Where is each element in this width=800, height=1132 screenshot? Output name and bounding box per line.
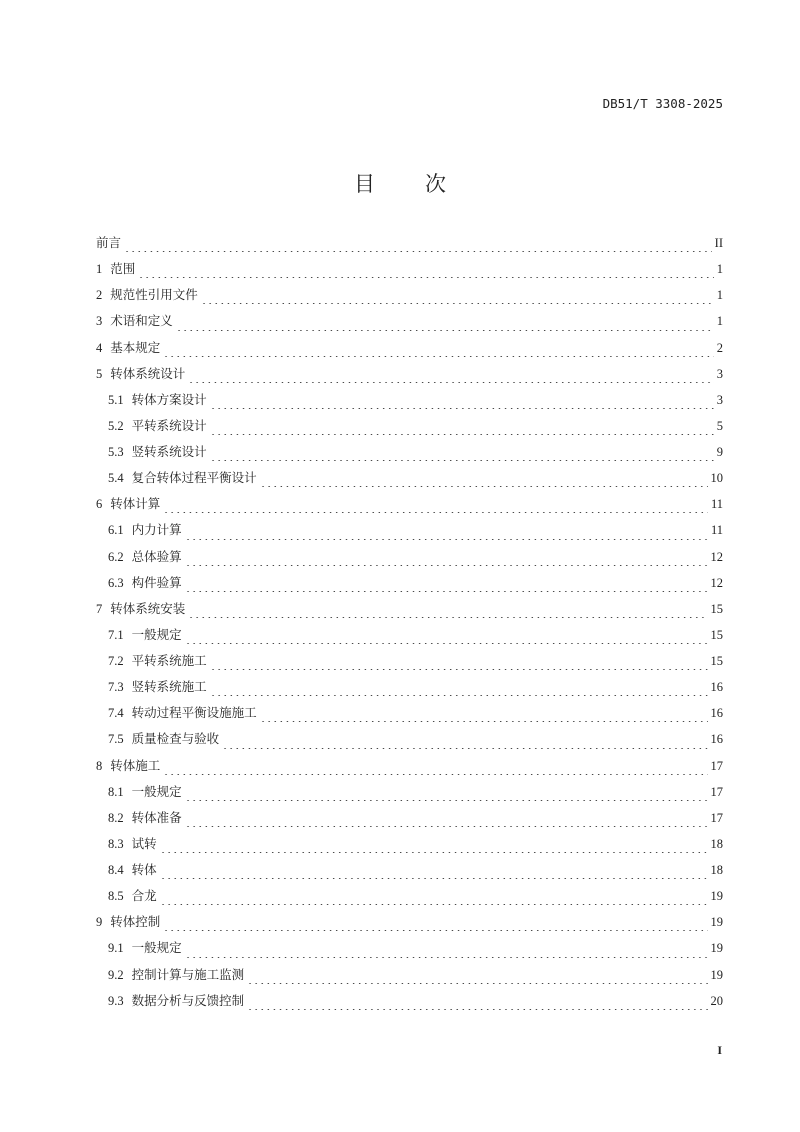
dot-leader <box>247 983 707 984</box>
toc-entry-number: 8.3 <box>108 836 124 851</box>
toc-entry-number: 3 <box>96 314 103 329</box>
toc-entry[interactable] <box>96 234 723 260</box>
dot-leader <box>163 774 707 775</box>
dot-leader <box>260 721 708 722</box>
toc-entry-page: 19 <box>710 941 723 956</box>
toc-entry-page: 2 <box>716 340 723 355</box>
dot-leader <box>163 356 713 357</box>
dot-leader <box>185 539 708 540</box>
dot-leader <box>247 1009 707 1010</box>
toc-entry-number: 8 <box>96 758 103 773</box>
toc-entry[interactable] <box>96 548 723 574</box>
toc-entry-number: 1 <box>96 262 103 277</box>
toc-entry[interactable] <box>96 835 723 861</box>
dot-leader <box>124 251 712 252</box>
toc-entry-number: 6 <box>96 497 103 512</box>
toc-entry-label: 基本规定 <box>110 339 161 355</box>
dot-leader <box>185 565 708 566</box>
toc-entry[interactable] <box>96 809 723 835</box>
toc-entry-number: 7.1 <box>108 627 124 642</box>
toc-entry[interactable] <box>96 913 723 939</box>
toc-entry-page: 5 <box>716 418 723 433</box>
dot-leader <box>210 434 714 435</box>
dot-leader <box>185 800 708 801</box>
toc-entry-number: 9 <box>96 915 103 930</box>
page-title <box>0 168 800 198</box>
dot-leader <box>188 382 713 383</box>
dot-leader <box>163 930 707 931</box>
toc-entry-label: 总体验算 <box>131 548 182 564</box>
toc-entry-page: 3 <box>716 392 723 407</box>
toc-entry-number: 6.2 <box>108 549 124 564</box>
toc-entry[interactable] <box>96 391 723 417</box>
toc-entry[interactable] <box>96 887 723 913</box>
toc-entry-page: 18 <box>710 836 723 851</box>
toc-entry-number: 5.1 <box>108 392 124 407</box>
toc-entry-label: 转体系统设计 <box>110 365 186 381</box>
toc-entry-number: 7.4 <box>108 706 124 721</box>
toc-entry-label: 转体控制 <box>110 914 161 930</box>
toc-entry-label: 转体准备 <box>131 809 182 825</box>
toc-entry[interactable] <box>96 966 723 992</box>
toc-entry-number: 8.1 <box>108 784 124 799</box>
toc-entry-number: 9.3 <box>108 993 124 1008</box>
toc-entry[interactable] <box>96 783 723 809</box>
dot-leader <box>138 277 713 278</box>
toc-entry-label: 转体施工 <box>110 757 161 773</box>
dot-leader <box>260 486 708 487</box>
toc-entry-number: 5.2 <box>108 418 124 433</box>
dot-leader <box>210 669 708 670</box>
toc-entry-page: II <box>714 236 723 250</box>
toc-entry-label: 转体计算 <box>110 496 161 512</box>
table-of-contents <box>96 234 723 1018</box>
toc-entry-number: 9.1 <box>108 941 124 956</box>
toc-entry-page: 19 <box>710 915 723 930</box>
toc-entry-page: 1 <box>716 314 723 329</box>
toc-entry-number: 7.5 <box>108 732 124 747</box>
toc-entry-label: 竖转系统施工 <box>131 679 207 695</box>
dot-leader <box>160 852 708 853</box>
toc-entry[interactable] <box>96 939 723 965</box>
toc-entry-page: 17 <box>710 758 723 773</box>
toc-entry-label: 前言 <box>96 235 122 250</box>
toc-entry-number: 4 <box>96 340 103 355</box>
toc-entry-page: 1 <box>716 288 723 303</box>
toc-entry[interactable] <box>96 260 723 286</box>
toc-entry-page: 11 <box>710 523 723 538</box>
toc-entry-page: 16 <box>710 706 723 721</box>
toc-entry[interactable] <box>96 521 723 547</box>
toc-entry-page: 18 <box>710 863 723 877</box>
toc-entry-page: 17 <box>710 810 723 825</box>
toc-entry-label: 平转系统施工 <box>131 653 207 668</box>
dot-leader <box>185 826 708 827</box>
toc-entry[interactable] <box>96 861 723 887</box>
toc-entry-label: 竖转系统设计 <box>131 444 207 459</box>
toc-entry-label: 范围 <box>110 261 136 277</box>
toc-entry-label: 内力计算 <box>131 522 182 538</box>
dot-leader <box>185 957 708 958</box>
toc-entry-label: 一般规定 <box>131 783 182 799</box>
toc-entry[interactable] <box>96 339 723 365</box>
toc-entry[interactable] <box>96 312 723 338</box>
toc-entry-label: 术语和定义 <box>110 313 173 329</box>
dot-leader <box>176 330 714 331</box>
toc-entry-number: 6.3 <box>108 575 124 590</box>
toc-entry-page: 10 <box>710 471 723 486</box>
toc-entry-label: 控制计算与施工监测 <box>131 966 245 982</box>
toc-entry-number: 7.2 <box>108 654 124 668</box>
toc-entry-number: 8.2 <box>108 810 124 825</box>
dot-leader <box>185 643 708 644</box>
toc-entry[interactable] <box>96 286 723 312</box>
toc-entry[interactable] <box>96 443 723 469</box>
dot-leader <box>188 617 707 618</box>
toc-entry[interactable] <box>96 574 723 600</box>
toc-entry-page: 20 <box>710 993 723 1008</box>
dot-leader <box>160 878 708 879</box>
toc-entry[interactable] <box>96 469 723 495</box>
toc-entry-label: 试转 <box>131 835 157 851</box>
title-char: 次 <box>425 172 446 196</box>
toc-entry-page: 19 <box>710 967 723 982</box>
toc-entry-label: 转动过程平衡设施施工 <box>131 705 257 721</box>
toc-entry-number: 2 <box>96 288 103 303</box>
dot-leader <box>160 904 708 905</box>
toc-entry-number: 7.3 <box>108 680 124 695</box>
toc-entry-page: 15 <box>710 601 723 616</box>
dot-leader <box>210 408 714 409</box>
toc-entry[interactable] <box>96 652 723 678</box>
toc-entry-number: 7 <box>96 601 103 616</box>
toc-entry-label: 转体 <box>131 862 157 877</box>
standard-code: DB51/T 3308-2025 <box>602 96 723 111</box>
toc-entry-number: 8.4 <box>108 863 124 877</box>
toc-entry-label: 转体系统安装 <box>110 600 186 616</box>
toc-entry[interactable] <box>96 626 723 652</box>
toc-entry-page: 9 <box>716 445 723 459</box>
toc-entry-number: 5 <box>96 366 103 381</box>
toc-entry-label: 合龙 <box>131 888 157 904</box>
toc-entry[interactable] <box>96 495 723 521</box>
dot-leader <box>210 695 708 696</box>
toc-entry-page: 16 <box>710 680 723 695</box>
toc-entry[interactable] <box>96 992 723 1018</box>
toc-entry-label: 一般规定 <box>131 940 182 956</box>
toc-entry-page: 11 <box>710 497 723 512</box>
dot-leader <box>185 591 708 592</box>
toc-entry-page: 12 <box>710 549 723 564</box>
toc-entry-page: 17 <box>710 784 723 799</box>
toc-entry-page: 19 <box>710 889 723 904</box>
toc-entry[interactable] <box>96 757 723 783</box>
dot-leader <box>163 512 708 513</box>
dot-leader <box>210 460 714 461</box>
toc-entry-label: 构件验算 <box>131 574 182 590</box>
toc-entry-label: 复合转体过程平衡设计 <box>131 470 257 486</box>
toc-entry-page: 12 <box>710 575 723 590</box>
toc-entry-label: 平转系统设计 <box>131 417 207 433</box>
toc-entry[interactable] <box>96 678 723 704</box>
page-number: I <box>717 1043 722 1057</box>
toc-entry-number: 8.5 <box>108 889 124 904</box>
toc-entry-page: 1 <box>716 262 723 277</box>
toc-entry[interactable] <box>96 365 723 391</box>
toc-entry-label: 一般规定 <box>131 626 182 642</box>
toc-entry-page: 3 <box>716 366 723 381</box>
toc-entry-number: 5.3 <box>108 445 124 459</box>
toc-entry-page: 15 <box>710 627 723 642</box>
toc-entry-label: 数据分析与反馈控制 <box>131 992 245 1008</box>
dot-leader <box>201 303 714 304</box>
title-char: 目 <box>354 172 375 196</box>
toc-entry-number: 5.4 <box>108 471 124 486</box>
toc-entry-number: 6.1 <box>108 523 124 538</box>
toc-entry[interactable] <box>96 730 723 756</box>
dot-leader <box>222 748 707 749</box>
toc-entry-label: 转体方案设计 <box>131 391 207 407</box>
toc-entry[interactable] <box>96 704 723 730</box>
toc-entry-label: 质量检查与验收 <box>131 731 220 747</box>
toc-entry-page: 15 <box>710 654 723 668</box>
toc-entry[interactable] <box>96 600 723 626</box>
toc-entry[interactable] <box>96 417 723 443</box>
toc-entry-page: 16 <box>710 732 723 747</box>
toc-entry-label: 规范性引用文件 <box>110 287 198 303</box>
toc-entry-number: 9.2 <box>108 967 124 982</box>
